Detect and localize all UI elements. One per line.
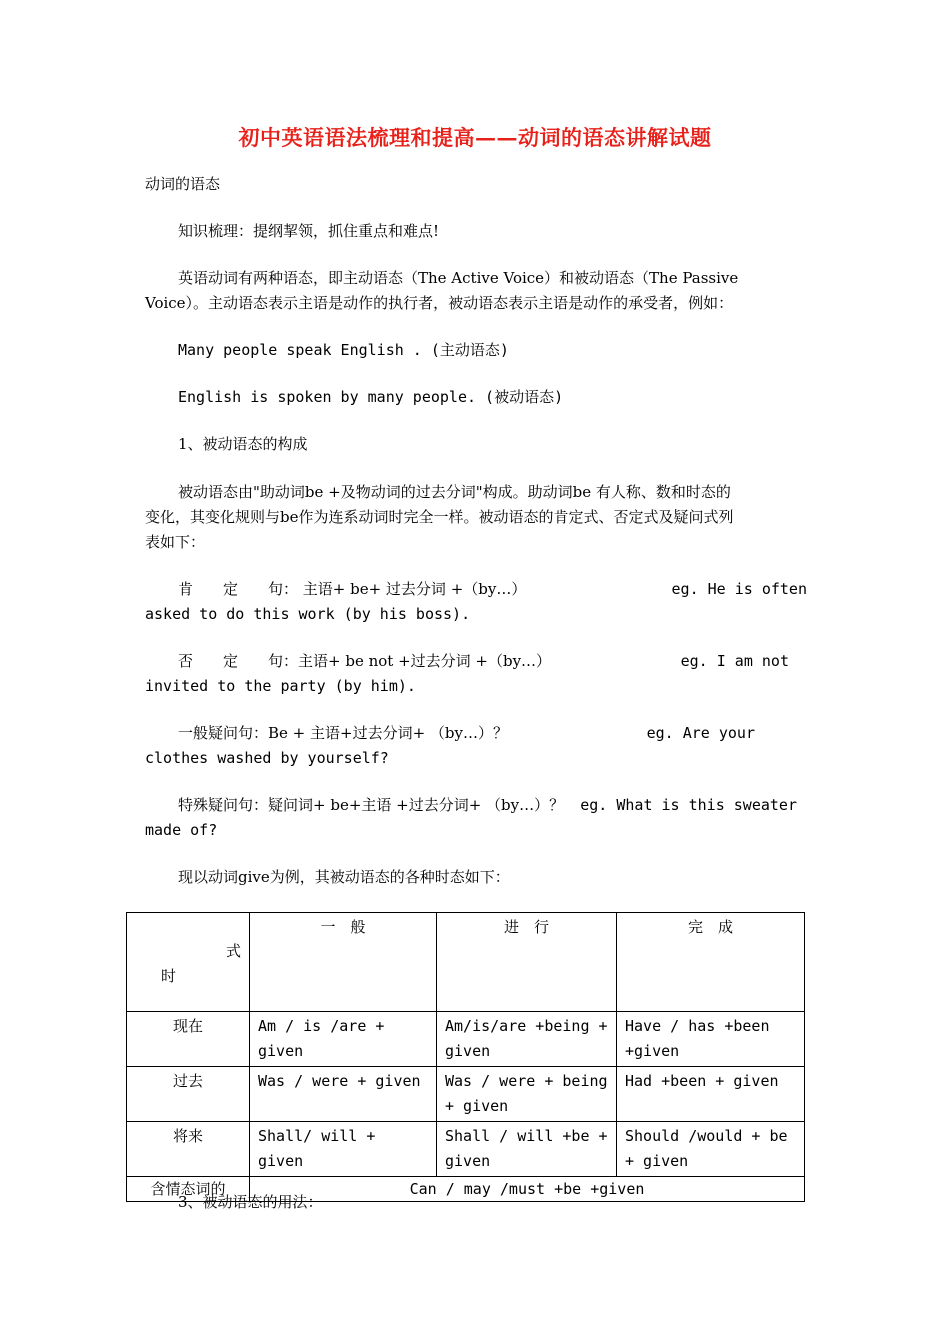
special-question-formula: 特殊疑问句：疑问词+ be+主语 +过去分词+ （by…）？ (178, 796, 565, 814)
negative-formula: 否 定 句：主语+ be not +过去分词 +（by…） (178, 652, 552, 670)
negative-example: eg. I am not (680, 652, 789, 670)
special-question-example-cont: made of? (145, 821, 218, 839)
header-perfect: 完 成 (617, 913, 805, 1012)
negative-rule (178, 649, 807, 674)
section-3-heading: 3、被动语态的用法： (178, 1193, 323, 1211)
construction-paragraph-line1: 被动语态由"助动词be +及物动词的过去分词"构成。助动词be 有人称、数和时态的 (178, 483, 731, 501)
example-active: Many people speak English . (主动语态) (178, 341, 509, 359)
corner-label-tense: 时 (161, 967, 177, 985)
special-question-rule (178, 793, 807, 818)
table-corner-cell (127, 913, 250, 1012)
table-cell: Was / were + given (250, 1067, 437, 1122)
table-cell: Shall / will +be + given (437, 1122, 617, 1177)
give-intro: 现以动词give为例，其被动语态的各种时态如下： (178, 868, 510, 886)
table-cell: Am / is /are + given (250, 1012, 437, 1067)
table-cell: Had +been + given (617, 1067, 805, 1122)
table-row (127, 1067, 805, 1122)
section-1-heading: 1、被动语态的构成 (178, 435, 308, 453)
general-question-rule (178, 721, 807, 746)
table-cell: Am/is/are +being + given (437, 1012, 617, 1067)
table-header-row (127, 913, 805, 1012)
special-question-example: eg. What is this sweater (580, 796, 797, 814)
affirmative-example-cont: asked to do this work (by his boss). (145, 605, 471, 623)
row-label-modal: 含情态词的 (127, 1177, 250, 1202)
affirmative-rule (178, 577, 807, 602)
table-row (127, 1122, 805, 1177)
table-cell: Was / were + being + given (437, 1067, 617, 1122)
header-simple: 一 般 (250, 913, 437, 1012)
affirmative-formula: 肯 定 句： 主语+ be+ 过去分词 +（by…） (178, 580, 527, 598)
document-title: 初中英语语法梳理和提高——动词的语态讲解试题 (238, 125, 712, 150)
header-progressive: 进 行 (437, 913, 617, 1012)
tense-table (126, 912, 805, 1202)
example-passive: English is spoken by many people. (被动语态) (178, 388, 564, 406)
row-label-past: 过去 (127, 1067, 250, 1122)
row-label-present: 现在 (127, 1012, 250, 1067)
general-question-example: eg. Are your (646, 724, 755, 742)
corner-label-form: 式 (225, 942, 241, 960)
table-cell: Shall/ will + given (250, 1122, 437, 1177)
general-question-example-cont: clothes washed by yourself? (145, 749, 389, 767)
modal-formula: Can / may /must +be +given (250, 1177, 805, 1202)
intro-line: 知识梳理：提纲挈领，抓住重点和难点! (178, 222, 440, 240)
negative-example-cont: invited to the party (by him). (145, 677, 416, 695)
general-question-formula: 一般疑问句：Be + 主语+过去分词+ （by…）？ (178, 724, 508, 742)
construction-paragraph-line3: 表如下： (145, 533, 206, 551)
table-cell: Have / has +been +given (617, 1012, 805, 1067)
table-row (127, 1012, 805, 1067)
construction-paragraph-line2: 变化，其变化规则与be作为连系动词时完全一样。被动语态的肯定式、否定式及疑问式列 (145, 508, 734, 526)
voice-paragraph-line1: 英语动词有两种语态，即主动语态（The Active Voice）和被动语态（The Passive (178, 269, 739, 287)
affirmative-example: eg. He is often (671, 580, 807, 598)
voice-paragraph-line2: Voice）。主动语态表示主语是动作的执行者，被动语态表示主语是动作的承受者，例如： (145, 294, 734, 312)
table-cell: Should /would + be + given (617, 1122, 805, 1177)
section-heading: 动词的语态 (145, 175, 221, 193)
row-label-future: 将来 (127, 1122, 250, 1177)
